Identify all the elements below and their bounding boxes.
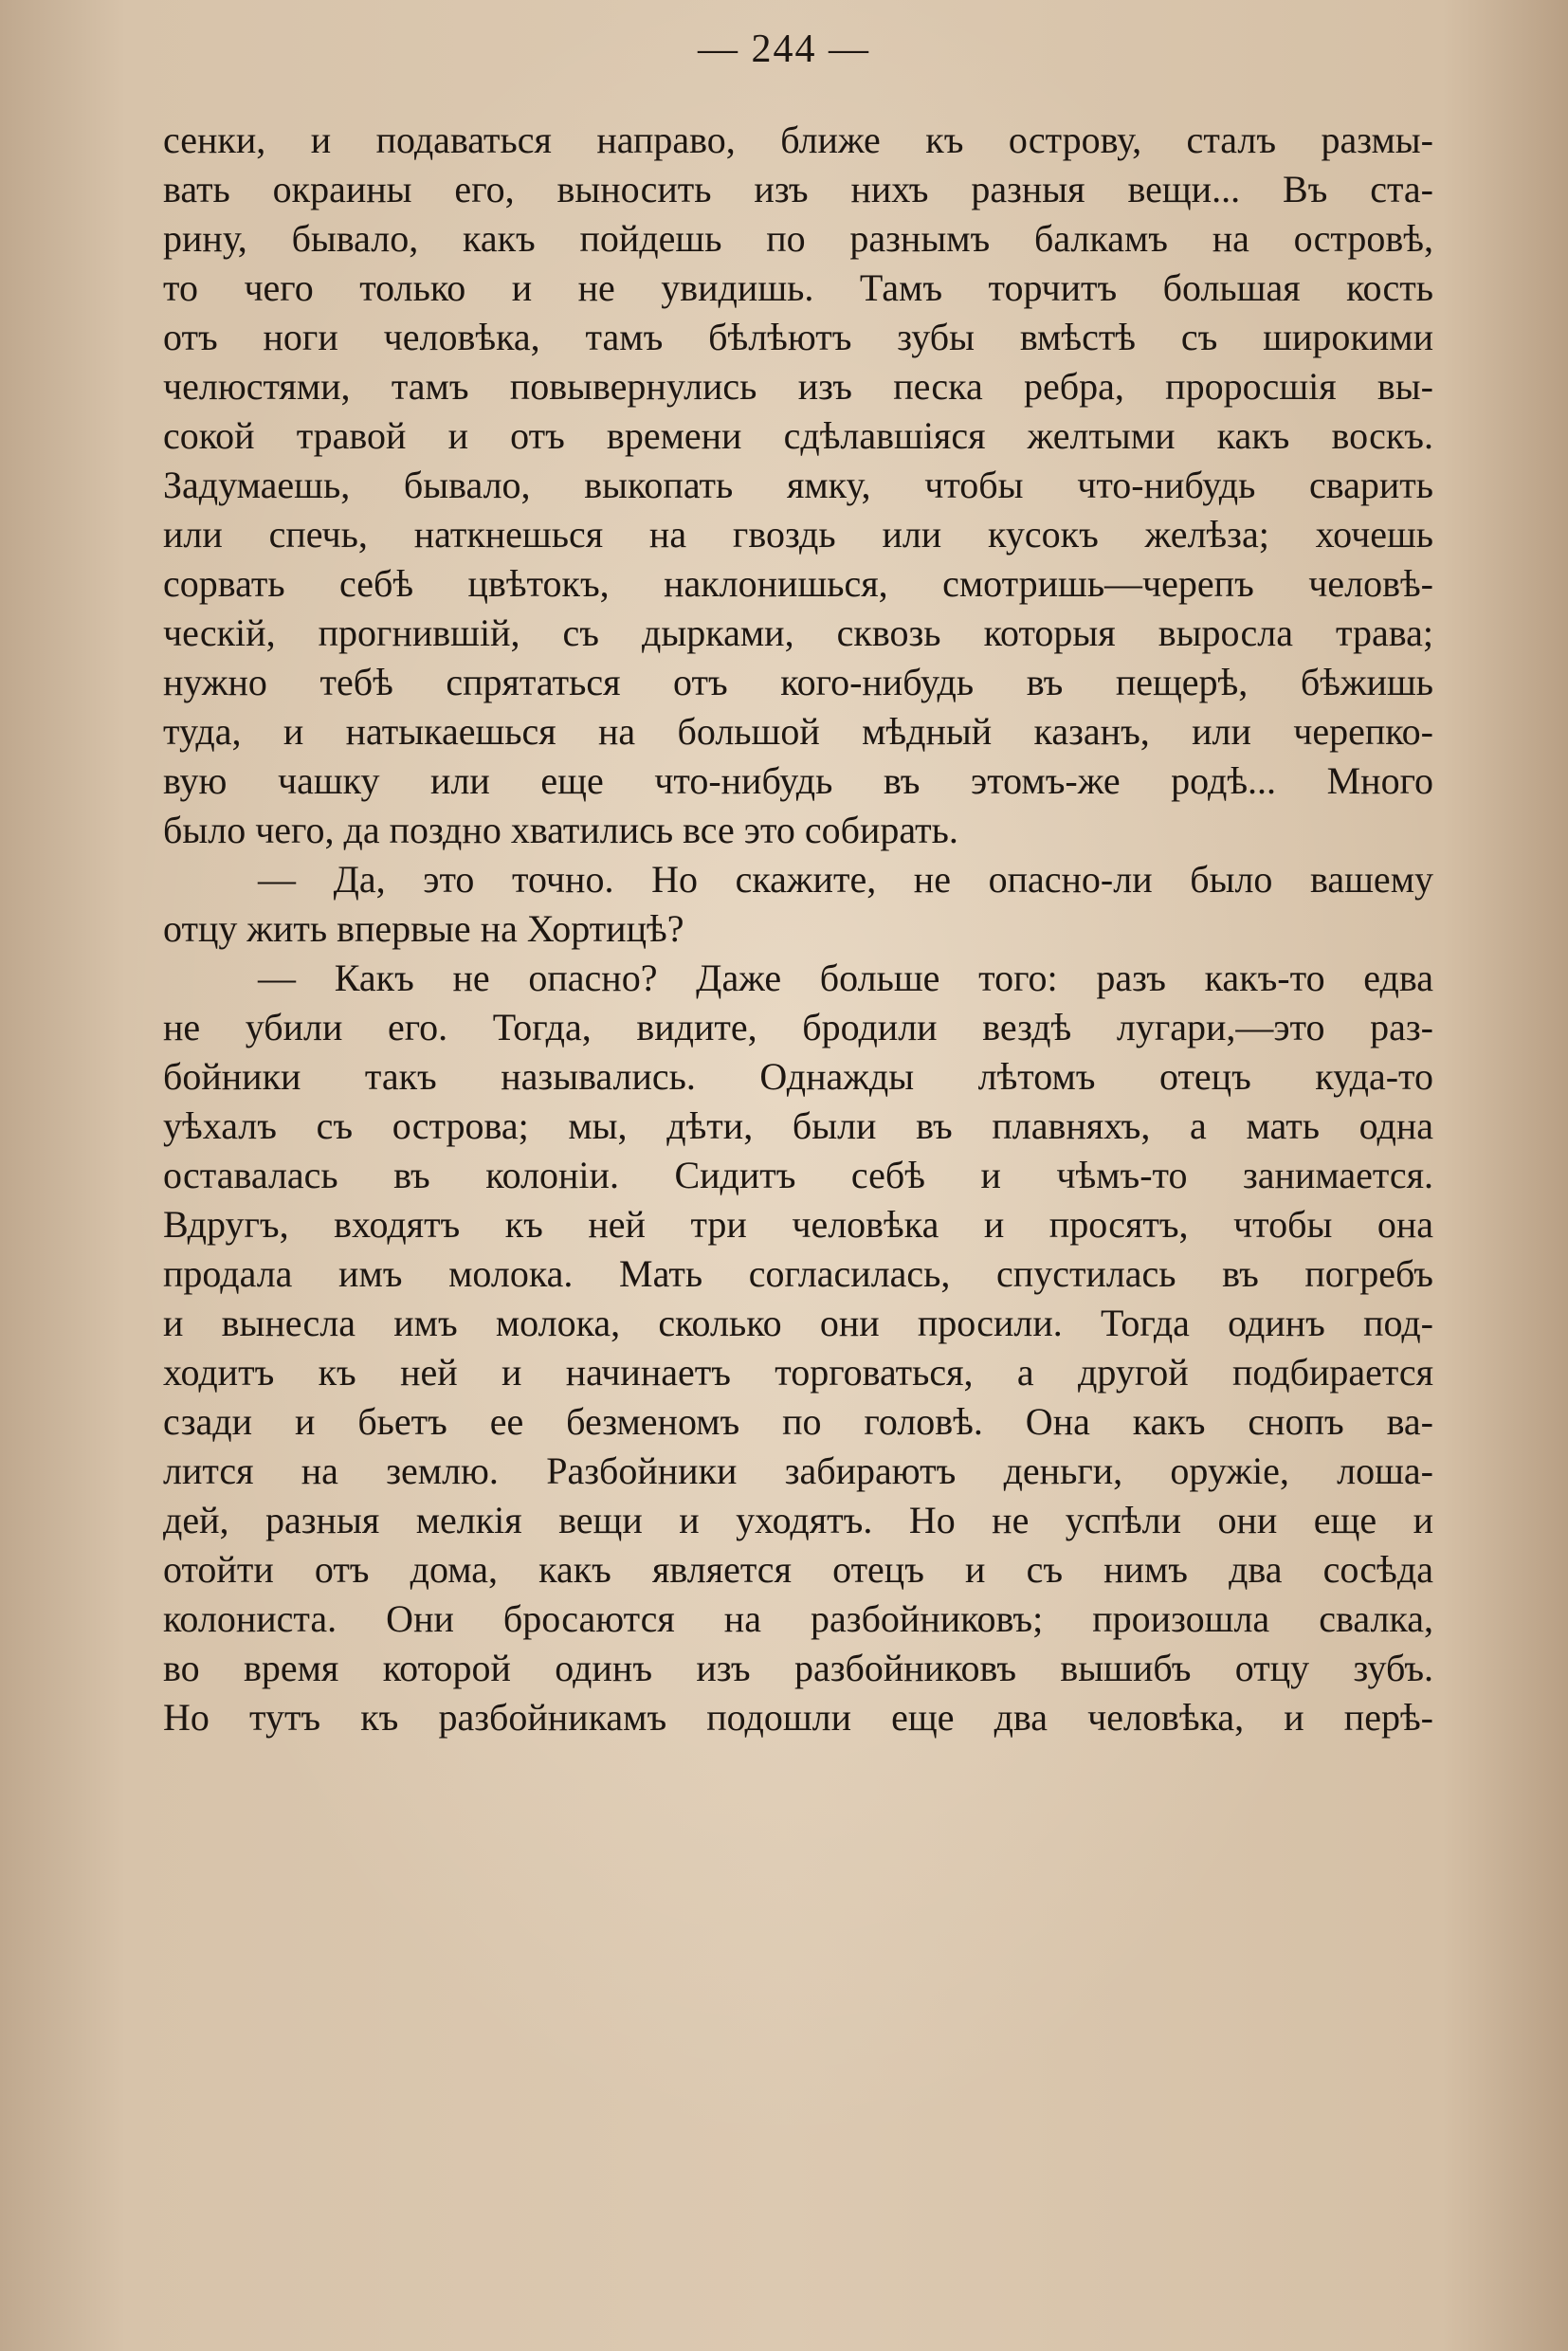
text-line: было чего, да поздно хватились все это собирать.	[163, 809, 958, 851]
text-line: оставалась въ колоніи. Сидитъ себѣ и чѣмъ-то занимается.	[163, 1154, 1433, 1196]
text-line: отъ ноги человѣка, тамъ бѣлѣютъ зубы вмѣстѣ съ широкими	[163, 316, 1433, 358]
text-line: Задумаешь, бывало, выкопать ямку, чтобы что-нибудь сварить	[163, 464, 1433, 506]
text-line: вать окраины его, выносить изъ нихъ разныя вещи... Въ ста-	[163, 168, 1433, 210]
text-line: колониста. Они бросаются на разбойниковъ; произошла свалка,	[163, 1597, 1433, 1640]
text-line: отойти отъ дома, какъ является отецъ и съ нимъ два сосѣда	[163, 1548, 1433, 1591]
text-line: то чего только и не увидишь. Тамъ торчитъ большая кость	[163, 266, 1433, 309]
text-line: Но тутъ къ разбойникамъ подошли еще два человѣка, и перѣ-	[163, 1696, 1433, 1739]
text-line: — Да, это точно. Но скажите, не опасно-ли было вашему	[258, 858, 1433, 901]
text-line: отцу жить впервые на Хортицѣ?	[163, 907, 684, 950]
text-line: во время которой одинъ изъ разбойниковъ вышибъ отцу зубъ.	[163, 1647, 1433, 1689]
body-text	[163, 116, 1433, 1742]
text-line: вую чашку или еще что-нибудь въ этомъ-же родѣ... Много	[163, 759, 1433, 802]
text-line: рину, бывало, какъ пойдешь по разнымъ балкамъ на островѣ,	[163, 217, 1433, 260]
text-line: дей, разныя мелкія вещи и уходятъ. Но не успѣли они еще и	[163, 1499, 1433, 1541]
text-line: бойники такъ назывались. Однажды лѣтомъ отецъ куда-то	[163, 1055, 1433, 1098]
page-number: — 244 —	[698, 27, 870, 71]
text-line: и вынесла имъ молока, сколько они просили. Тогда одинъ под-	[163, 1302, 1433, 1344]
text-line: Вдругъ, входятъ къ ней три человѣка и просятъ, чтобы она	[163, 1203, 1433, 1246]
text-line: сокой травой и отъ времени сдѣлавшіяся желтыми какъ воскъ.	[163, 414, 1433, 457]
text-line: ходитъ къ ней и начинаетъ торговаться, а другой подбирается	[163, 1351, 1433, 1394]
text-line: нужно тебѣ спрятаться отъ кого-нибудь въ пещерѣ, бѣжишь	[163, 661, 1433, 703]
text-line: сорвать себѣ цвѣтокъ, наклонишься, смотришь—черепъ человѣ-	[163, 562, 1433, 605]
text-line: — Какъ не опасно? Даже больше того: разъ какъ-то едва	[258, 957, 1433, 999]
text-line: сенки, и подаваться направо, ближе къ острову, сталъ размы-	[163, 118, 1433, 161]
text-line: сзади и бьетъ ее безменомъ по головѣ. Она какъ снопъ ва-	[163, 1400, 1433, 1443]
text-line: продала имъ молока. Мать согласилась, спустилась въ погребъ	[163, 1252, 1433, 1295]
text-line: или спечь, наткнешься на гвоздь или кусокъ желѣза; хочешь	[163, 513, 1433, 556]
text-line: уѣхалъ съ острова; мы, дѣти, были въ плавняхъ, а мать одна	[163, 1104, 1433, 1147]
text-line: туда, и натыкаешься на большой мѣдный казанъ, или черепко-	[163, 710, 1433, 753]
text-line: ческій, прогнившій, съ дырками, сквозь которыя выросла трава;	[163, 611, 1433, 654]
text-line: лится на землю. Разбойники забираютъ деньги, оружіе, лоша-	[163, 1449, 1433, 1492]
text-line: не убили его. Тогда, видите, бродили вездѣ лугари,—это раз-	[163, 1006, 1433, 1048]
text-line: челюстями, тамъ повывернулись изъ песка ребра, проросшія вы-	[163, 365, 1433, 408]
